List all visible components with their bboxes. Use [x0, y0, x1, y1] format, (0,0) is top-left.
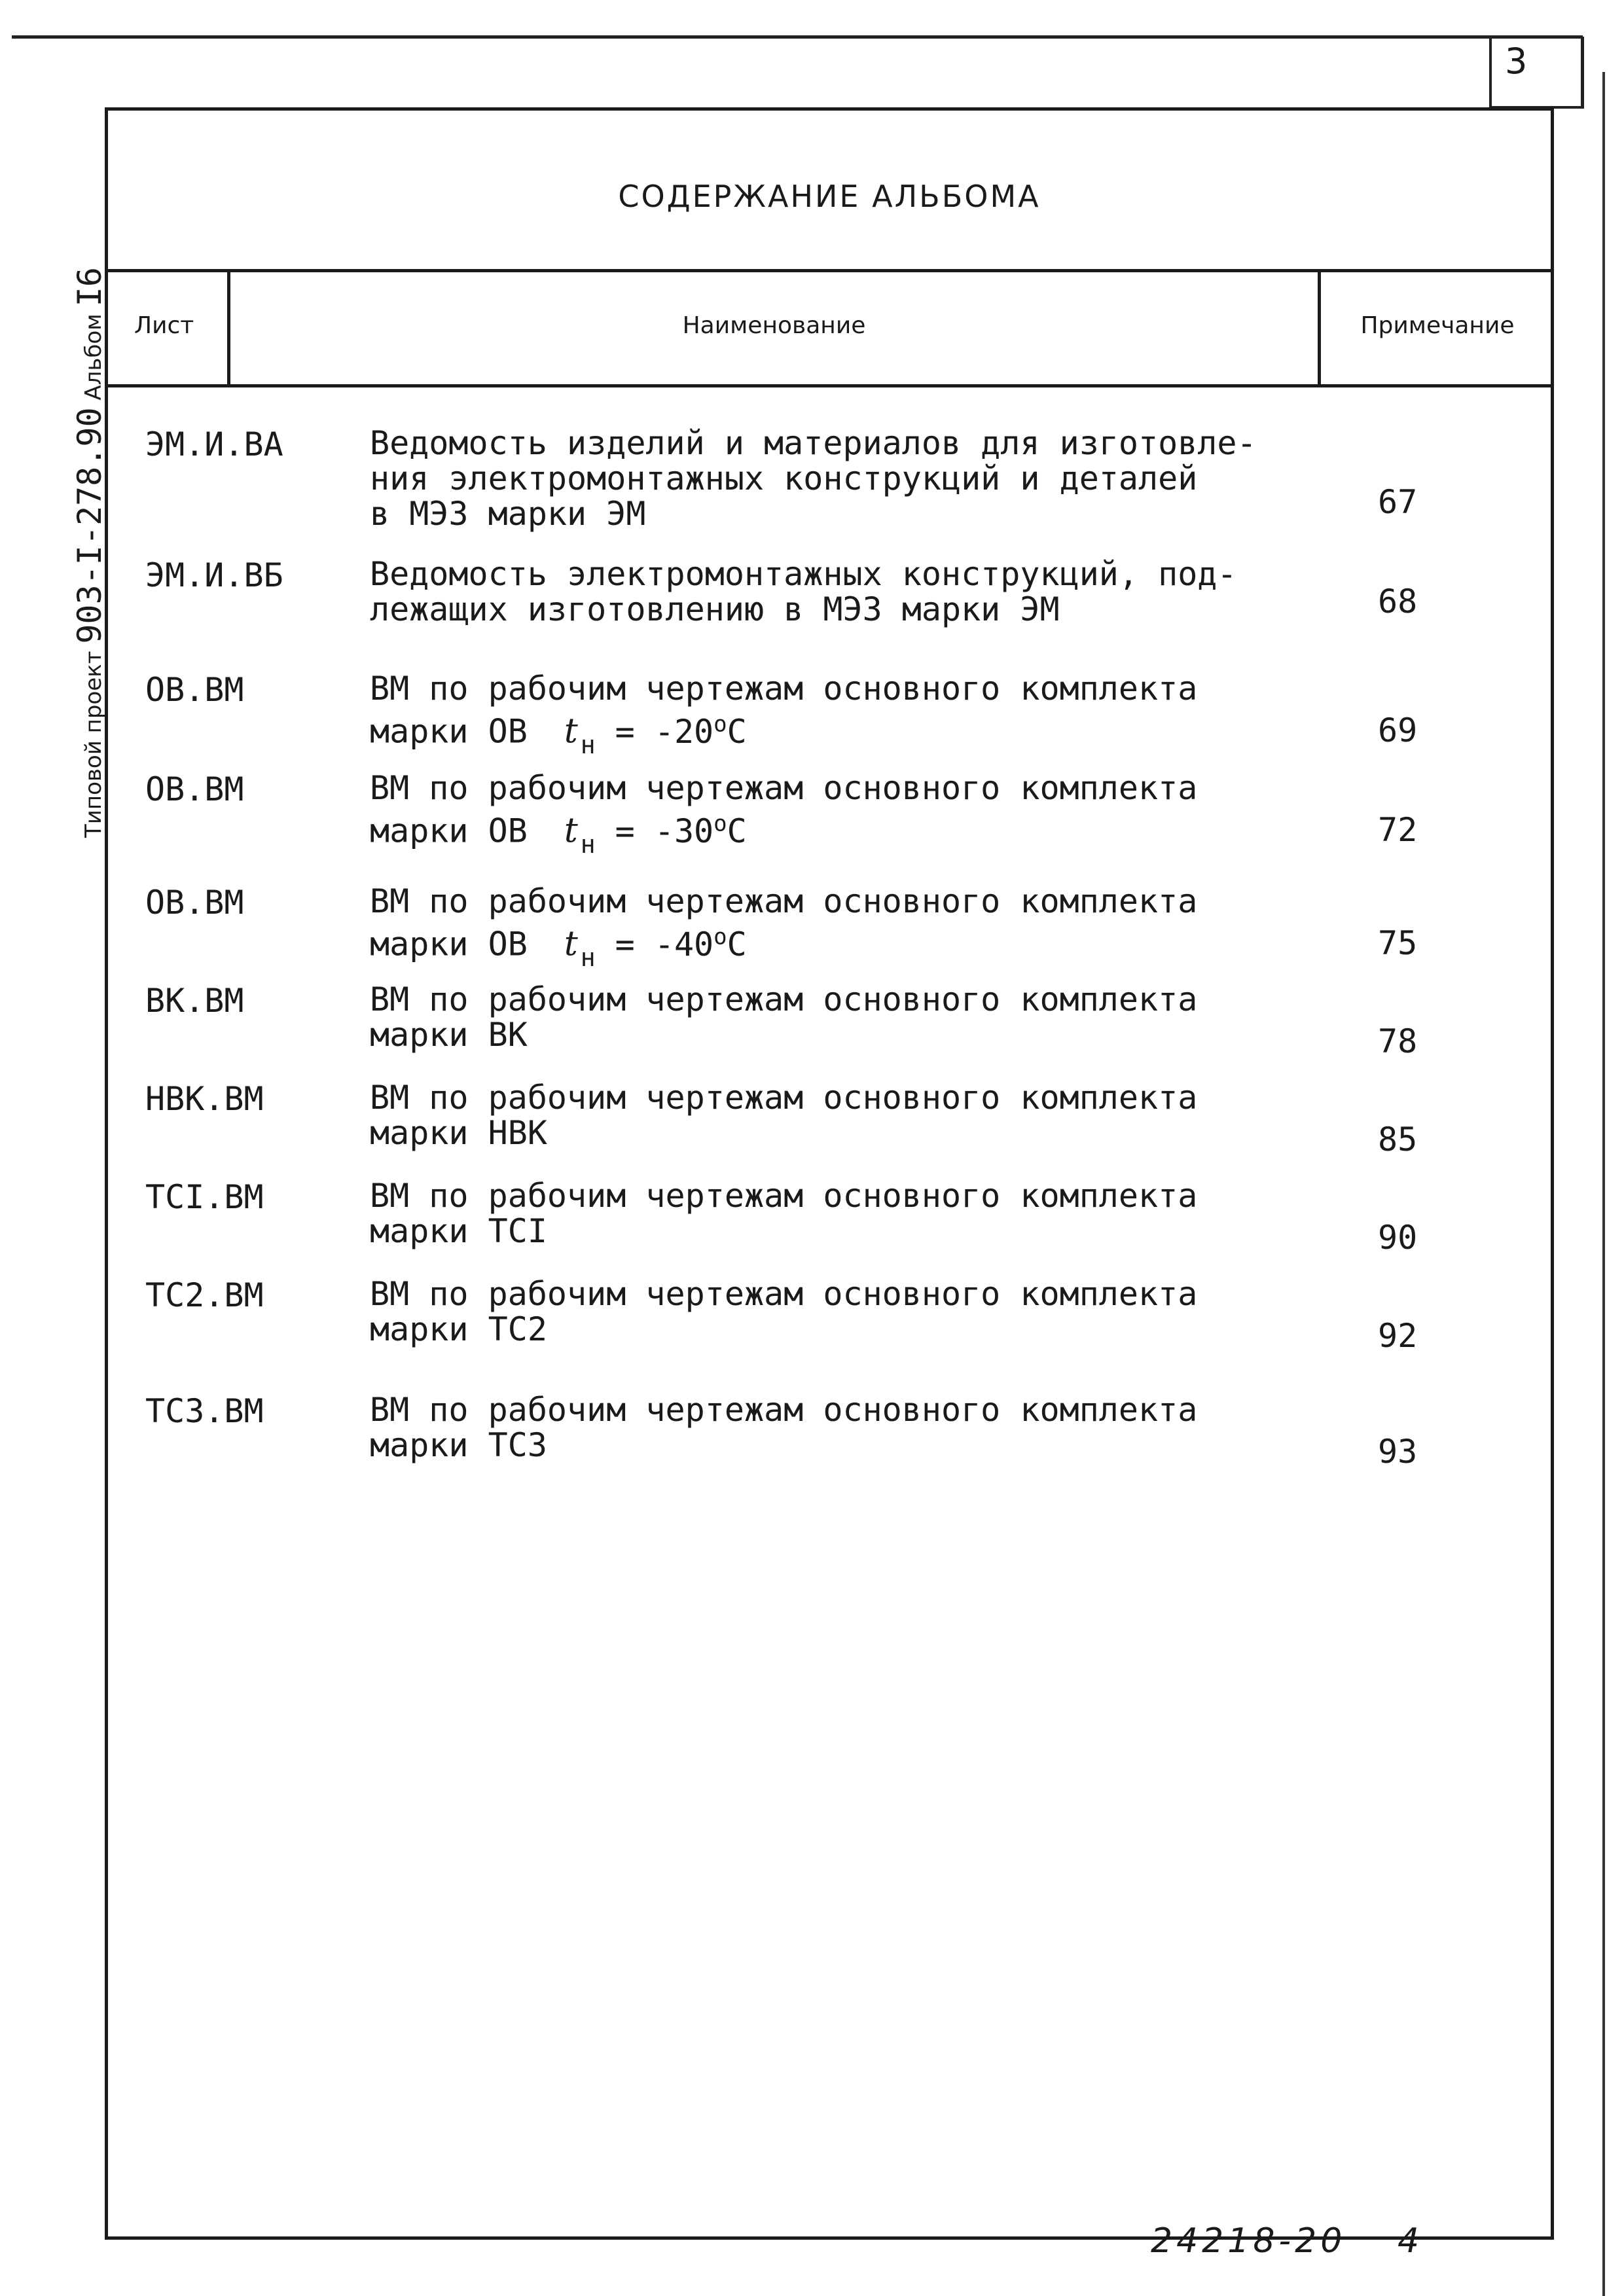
- row-name-text: Ведомость электромонтажных конструкций, под-: [370, 555, 1237, 593]
- row-sheet-code: ЭМ.И.ВБ: [145, 556, 283, 594]
- footer-inventory-code: 24218-20: [1151, 2221, 1346, 2261]
- temperature-value: -20$^o$C: [654, 711, 747, 751]
- row-name-line: [370, 1178, 1286, 1213]
- row-name: [370, 670, 1286, 759]
- row-name-text: ВМ по рабочим чертежам основного комплекта: [370, 1079, 1198, 1117]
- header-note: Примечание: [1360, 312, 1515, 339]
- temperature-symbol: t: [564, 711, 578, 751]
- row-name-text: Ведомость изделий и материалов для изготовле-: [370, 424, 1257, 462]
- row-name-text: ВМ по рабочим чертежам основного комплекта: [370, 1177, 1198, 1215]
- row-name-text: марки НВК: [370, 1114, 547, 1152]
- page-number-box: [1489, 37, 1584, 109]
- row-sheet-code: ЭМ.И.ВА: [145, 425, 283, 463]
- row-name-line: [370, 884, 1286, 919]
- row-sheet-code: ОВ.ВМ: [145, 770, 244, 808]
- row-name-text: марки ВК: [370, 1016, 528, 1054]
- row-sheet-code: ТСI.ВМ: [145, 1178, 264, 1216]
- right-rule: [1602, 72, 1605, 2296]
- equals-sign: =: [615, 925, 635, 963]
- temperature-value: -40$^o$C: [654, 924, 747, 963]
- side-album-word: Альбом: [81, 314, 107, 401]
- row-name-line: [370, 1392, 1286, 1427]
- row-name: [370, 1392, 1286, 1463]
- temperature-symbol: t: [564, 924, 578, 964]
- outdoor-temperature: [564, 706, 747, 759]
- row-name-line: [370, 461, 1286, 496]
- row-name-text: марки ТС3: [370, 1426, 547, 1464]
- row-name: [370, 1080, 1286, 1151]
- outdoor-temperature: [564, 919, 747, 972]
- footer-sheet-number: 4: [1398, 2221, 1420, 2261]
- side-prefix: Типовой проект: [81, 651, 107, 838]
- temperature-subscript: н: [580, 829, 596, 859]
- row-name-text: ВМ по рабочим чертежам основного комплекта: [370, 1391, 1198, 1429]
- row-page-number: 67: [1378, 483, 1418, 521]
- row-name-line: [370, 806, 1286, 859]
- equals-sign: =: [615, 712, 635, 751]
- row-name-text: ния электромонтажных конструкций и деталей: [370, 459, 1198, 497]
- row-name-line: [370, 1115, 1286, 1151]
- row-name-text: ВМ по рабочим чертежам основного комплекта: [370, 1275, 1198, 1313]
- row-page-number: 75: [1378, 924, 1418, 962]
- row-page-number: 92: [1378, 1317, 1418, 1355]
- row-name-line: [370, 706, 1286, 759]
- row-name-text: лежащих изготовлению в МЭЗ марки ЭМ: [370, 590, 1060, 628]
- row-sheet-code: ОВ.ВМ: [145, 884, 244, 922]
- row-name-line: [370, 671, 1286, 706]
- row-name-text: марки ОВ: [370, 812, 528, 850]
- row-page-number: 93: [1378, 1433, 1418, 1471]
- row-name-text: марки ОВ: [370, 712, 528, 751]
- side-stamp: [71, 267, 109, 838]
- page-number: 3: [1505, 41, 1528, 82]
- table-header: [108, 269, 1551, 387]
- side-album-number: I6: [71, 267, 109, 307]
- row-page-number: 85: [1378, 1121, 1418, 1158]
- document-title: СОДЕРЖАНИЕ АЛЬБОМА: [618, 179, 1041, 214]
- row-name-text: в МЭЗ марки ЭМ: [370, 495, 646, 533]
- row-name-line: [370, 982, 1286, 1017]
- row-sheet-code: ОВ.ВМ: [145, 671, 244, 709]
- row-page-number: 68: [1378, 583, 1418, 620]
- row-name-line: [370, 592, 1286, 627]
- row-name: [370, 769, 1286, 859]
- row-name-line: [370, 425, 1286, 461]
- row-name-line: [370, 1080, 1286, 1115]
- outdoor-temperature: [564, 806, 747, 859]
- row-sheet-code: ТС2.ВМ: [145, 1276, 264, 1314]
- temperature-symbol: t: [564, 811, 578, 851]
- top-rule: [12, 35, 1583, 39]
- row-page-number: 90: [1378, 1219, 1418, 1257]
- row-name: [370, 982, 1286, 1052]
- row-page-number: 78: [1378, 1022, 1418, 1060]
- row-name-line: [370, 770, 1286, 806]
- row-name: [370, 1178, 1286, 1249]
- row-name-text: марки ОВ: [370, 925, 528, 963]
- row-name-line: [370, 1276, 1286, 1312]
- row-name: [370, 556, 1286, 627]
- header-name: Наименование: [682, 312, 866, 339]
- row-name-text: ВМ по рабочим чертежам основного комплекта: [370, 980, 1198, 1018]
- row-name-text: ВМ по рабочим чертежам основного комплекта: [370, 769, 1198, 807]
- temperature-value: -30$^o$C: [654, 810, 747, 850]
- row-name-line: [370, 496, 1286, 531]
- title-band: [108, 111, 1551, 272]
- row-name-line: [370, 1312, 1286, 1347]
- row-name-line: [370, 1017, 1286, 1052]
- row-sheet-code: НВК.ВМ: [145, 1080, 264, 1118]
- row-name: [370, 1276, 1286, 1347]
- row-name-line: [370, 1213, 1286, 1249]
- row-name: [370, 882, 1286, 972]
- row-name-text: ВМ по рабочим чертежам основного комплекта: [370, 670, 1198, 708]
- row-name-text: марки ТСI: [370, 1212, 547, 1250]
- temperature-subscript: н: [580, 942, 596, 972]
- row-name-line: [370, 1427, 1286, 1463]
- row-name-text: ВМ по рабочим чертежам основного комплекта: [370, 882, 1198, 920]
- row-sheet-code: ВК.ВМ: [145, 982, 244, 1020]
- row-page-number: 72: [1378, 811, 1418, 849]
- row-sheet-code: ТС3.ВМ: [145, 1392, 264, 1430]
- temperature-subscript: н: [580, 730, 596, 759]
- row-name: [370, 425, 1286, 531]
- row-page-number: 69: [1378, 711, 1418, 749]
- row-name-line: [370, 919, 1286, 972]
- header-sheet: Лист: [134, 312, 194, 339]
- equals-sign: =: [615, 812, 635, 850]
- side-project-code: 903-I-278.90: [71, 407, 109, 644]
- row-name-text: марки ТС2: [370, 1310, 547, 1348]
- row-name-line: [370, 556, 1286, 592]
